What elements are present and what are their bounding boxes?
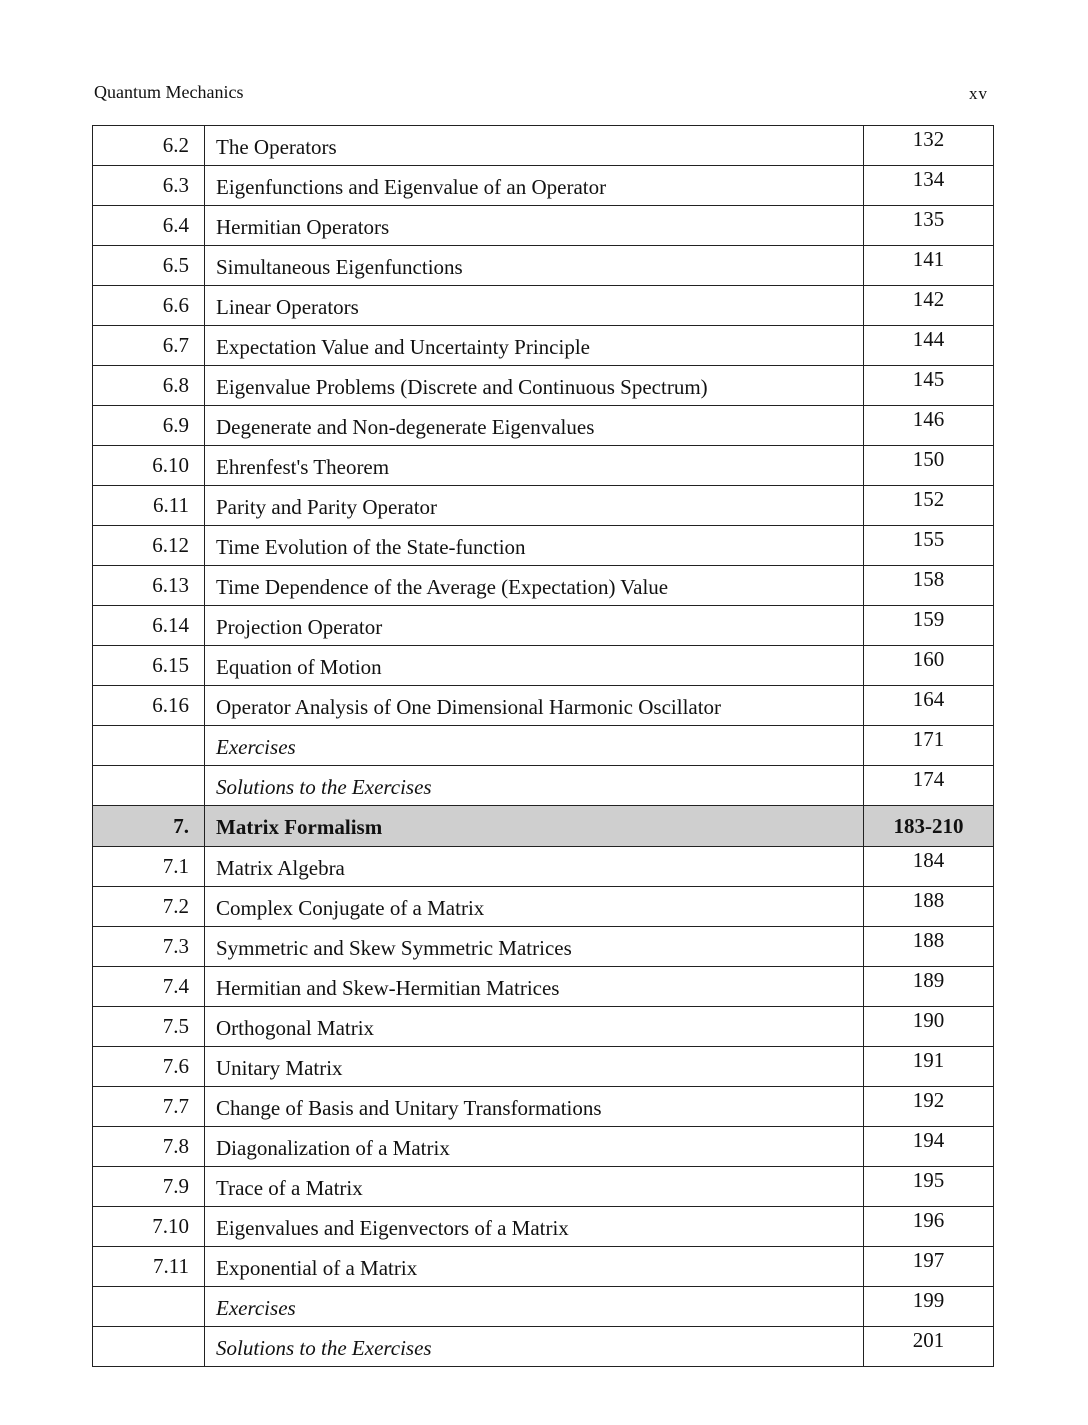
toc-row <box>93 206 994 246</box>
toc-row <box>93 967 994 1007</box>
toc-row <box>93 166 994 206</box>
page-reference: 201 <box>864 1327 994 1367</box>
page-reference: 191 <box>864 1047 994 1087</box>
toc-row <box>93 366 994 406</box>
section-number: 7.6 <box>93 1047 205 1087</box>
section-title: Equation of Motion <box>205 646 864 686</box>
page-reference: 199 <box>864 1287 994 1327</box>
page-reference: 197 <box>864 1247 994 1287</box>
section-title: Projection Operator <box>205 606 864 646</box>
page-reference: 158 <box>864 566 994 606</box>
page-reference: 132 <box>864 126 994 166</box>
section-title: Diagonalization of a Matrix <box>205 1127 864 1167</box>
toc-row <box>93 766 994 806</box>
section-number: 7.7 <box>93 1087 205 1127</box>
page-reference: 152 <box>864 486 994 526</box>
toc-row <box>93 1007 994 1047</box>
section-title: Solutions to the Exercises <box>205 1327 864 1367</box>
section-number: 6.12 <box>93 526 205 566</box>
toc-row <box>93 1127 994 1167</box>
section-number: 7.10 <box>93 1207 205 1247</box>
section-title: Exponential of a Matrix <box>205 1247 864 1287</box>
page-reference: 145 <box>864 366 994 406</box>
page-reference: 150 <box>864 446 994 486</box>
page-reference: 164 <box>864 686 994 726</box>
section-number: 6.3 <box>93 166 205 206</box>
section-title: The Operators <box>205 126 864 166</box>
toc-row <box>93 406 994 446</box>
section-number: 7.2 <box>93 887 205 927</box>
section-title: Trace of a Matrix <box>205 1167 864 1207</box>
toc-row <box>93 126 994 166</box>
section-number: 6.7 <box>93 326 205 366</box>
page-reference: 194 <box>864 1127 994 1167</box>
toc-row <box>93 1167 994 1207</box>
toc-row <box>93 246 994 286</box>
section-title: Expectation Value and Uncertainty Principle <box>205 326 864 366</box>
toc-row <box>93 1047 994 1087</box>
section-title: Eigenfunctions and Eigenvalue of an Operator <box>205 166 864 206</box>
section-title: Degenerate and Non-degenerate Eigenvalues <box>205 406 864 446</box>
section-number <box>93 1287 205 1327</box>
section-number: 6.15 <box>93 646 205 686</box>
page-header <box>94 82 988 106</box>
page-reference: 174 <box>864 766 994 806</box>
section-title: Linear Operators <box>205 286 864 326</box>
page-reference: 190 <box>864 1007 994 1047</box>
section-title: Hermitian Operators <box>205 206 864 246</box>
page-reference: 155 <box>864 526 994 566</box>
section-number: 7.5 <box>93 1007 205 1047</box>
toc-row <box>93 927 994 967</box>
page-number: xv <box>969 84 988 103</box>
section-number: 6.10 <box>93 446 205 486</box>
page-reference: 144 <box>864 326 994 366</box>
toc-row <box>93 646 994 686</box>
section-title: Complex Conjugate of a Matrix <box>205 887 864 927</box>
page-reference: 196 <box>864 1207 994 1247</box>
section-title: Change of Basis and Unitary Transformations <box>205 1087 864 1127</box>
page-reference: 141 <box>864 246 994 286</box>
section-title: Symmetric and Skew Symmetric Matrices <box>205 927 864 967</box>
section-number: 6.11 <box>93 486 205 526</box>
section-title: Eigenvalue Problems (Discrete and Continuous Spectrum) <box>205 366 864 406</box>
toc-row <box>93 1247 994 1287</box>
section-number: 6.5 <box>93 246 205 286</box>
toc-row <box>93 286 994 326</box>
page-reference: 192 <box>864 1087 994 1127</box>
toc-row <box>93 1327 994 1367</box>
section-number: 7.9 <box>93 1167 205 1207</box>
section-title: Hermitian and Skew-Hermitian Matrices <box>205 967 864 1007</box>
section-title: Operator Analysis of One Dimensional Harmonic Oscillator <box>205 686 864 726</box>
page-reference: 184 <box>864 847 994 887</box>
page-reference: 159 <box>864 606 994 646</box>
section-number: 7.8 <box>93 1127 205 1167</box>
section-number: 6.14 <box>93 606 205 646</box>
toc-row <box>93 446 994 486</box>
toc-row <box>93 1087 994 1127</box>
section-number: 6.9 <box>93 406 205 446</box>
page-reference: 146 <box>864 406 994 446</box>
section-number: 6.6 <box>93 286 205 326</box>
toc-row <box>93 847 994 887</box>
page-reference: 195 <box>864 1167 994 1207</box>
toc-row <box>93 606 994 646</box>
section-title: Unitary Matrix <box>205 1047 864 1087</box>
toc-row <box>93 887 994 927</box>
section-number: 7.4 <box>93 967 205 1007</box>
table-of-contents <box>92 125 994 1367</box>
section-number: 6.4 <box>93 206 205 246</box>
section-title: Simultaneous Eigenfunctions <box>205 246 864 286</box>
section-title: Solutions to the Exercises <box>205 766 864 806</box>
section-number: 7. <box>93 806 205 847</box>
toc-row <box>93 1207 994 1247</box>
page-reference: 171 <box>864 726 994 766</box>
page-reference: 134 <box>864 166 994 206</box>
chapter-row <box>93 806 994 847</box>
section-number <box>93 766 205 806</box>
page-reference: 183-210 <box>864 806 994 847</box>
toc-row <box>93 486 994 526</box>
toc-row <box>93 526 994 566</box>
section-title: Matrix Algebra <box>205 847 864 887</box>
section-number: 6.13 <box>93 566 205 606</box>
section-number <box>93 1327 205 1367</box>
section-number: 6.8 <box>93 366 205 406</box>
section-title: Eigenvalues and Eigenvectors of a Matrix <box>205 1207 864 1247</box>
page-reference: 160 <box>864 646 994 686</box>
section-title: Time Dependence of the Average (Expectation) Value <box>205 566 864 606</box>
section-number <box>93 726 205 766</box>
toc-row <box>93 566 994 606</box>
toc-row <box>93 726 994 766</box>
section-number: 7.3 <box>93 927 205 967</box>
section-title: Ehrenfest's Theorem <box>205 446 864 486</box>
section-number: 6.16 <box>93 686 205 726</box>
section-title: Exercises <box>205 1287 864 1327</box>
toc-row <box>93 326 994 366</box>
section-number: 7.1 <box>93 847 205 887</box>
page-reference: 135 <box>864 206 994 246</box>
section-title: Time Evolution of the State-function <box>205 526 864 566</box>
section-number: 7.11 <box>93 1247 205 1287</box>
page-reference: 189 <box>864 967 994 1007</box>
section-title: Parity and Parity Operator <box>205 486 864 526</box>
section-title: Orthogonal Matrix <box>205 1007 864 1047</box>
toc-row <box>93 686 994 726</box>
book-title: Quantum Mechanics <box>94 82 244 102</box>
section-number: 6.2 <box>93 126 205 166</box>
toc-row <box>93 1287 994 1327</box>
section-title: Matrix Formalism <box>205 806 864 847</box>
page-reference: 188 <box>864 887 994 927</box>
page-reference: 188 <box>864 927 994 967</box>
section-title: Exercises <box>205 726 864 766</box>
page-reference: 142 <box>864 286 994 326</box>
